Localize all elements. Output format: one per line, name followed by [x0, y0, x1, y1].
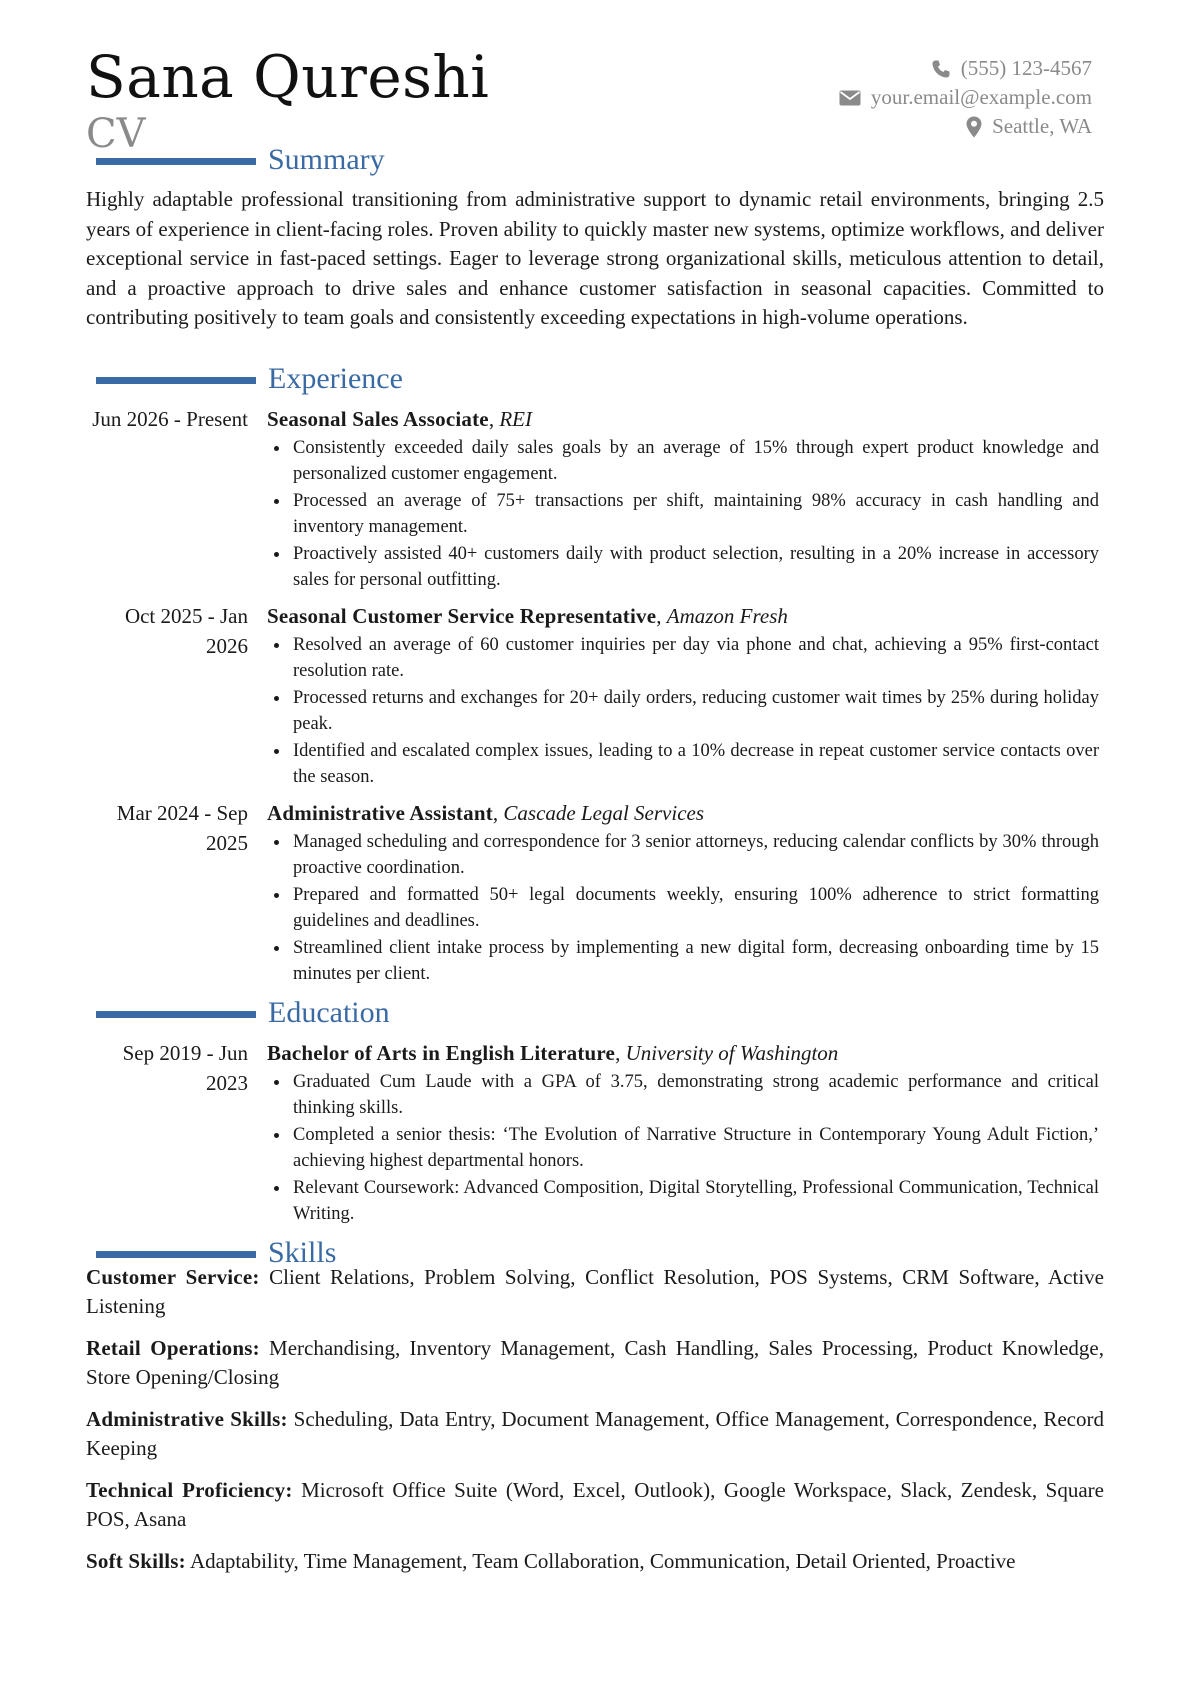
skill-row	[86, 1405, 1104, 1463]
entry-title: Bachelor of Arts in English Literature, University of Washington	[267, 1041, 839, 1065]
job-title: Seasonal Customer Service Representative	[267, 604, 657, 628]
skill-category: Technical Proficiency:	[86, 1478, 293, 1502]
experience-heading	[96, 361, 1096, 397]
bullet-item: Identified and escalated complex issues, leading to a 10% decrease in repeat customer service contacts over the season.	[267, 738, 1099, 791]
skill-row	[86, 1547, 1104, 1576]
email-address: your.email@example.com	[870, 85, 1092, 109]
job-title: Seasonal Sales Associate	[267, 407, 489, 431]
entry-body	[267, 799, 1099, 988]
entry-date: Sep 2019 - Jun 2023	[122, 1041, 248, 1095]
entry-body	[267, 602, 1099, 791]
section-title: Education	[268, 996, 390, 1029]
section-rule	[96, 1251, 256, 1258]
skills-list	[86, 1263, 1104, 1589]
skill-row	[86, 1334, 1104, 1392]
bullet-item: Managed scheduling and correspondence for 3 senior attorneys, reducing calendar conflicts by 30% through proactive coordination.	[267, 829, 1099, 882]
summary-heading	[96, 142, 1096, 178]
bullet-list	[267, 632, 1099, 791]
institution: University of Washington	[625, 1041, 839, 1065]
map-marker-icon	[966, 116, 982, 138]
bullet-item: Graduated Cum Laude with a GPA of 3.75, demonstrating strong academic performance and critical thinking skills.	[267, 1069, 1099, 1122]
bullet-list	[267, 1069, 1099, 1228]
envelope-icon	[839, 90, 861, 106]
bullet-item: Processed an average of 75+ transactions per shift, maintaining 98% accuracy in cash handling and inventory management.	[267, 488, 1099, 541]
skill-category: Soft Skills:	[86, 1549, 186, 1573]
entry-date: Oct 2025 - Jan 2026	[124, 604, 248, 658]
section-title: Summary	[268, 143, 385, 176]
bullet-item: Relevant Coursework: Advanced Composition, Digital Storytelling, Professional Communication, Technical Writing.	[267, 1175, 1099, 1228]
skill-items: Merchandising, Inventory Management, Cash Handling, Sales Processing, Product Knowledge, Store Opening/Closing	[86, 1336, 1104, 1389]
entry-title: Administrative Assistant, Cascade Legal Services	[267, 801, 705, 825]
skill-items: Scheduling, Data Entry, Document Management, Office Management, Correspondence, Record Keeping	[86, 1407, 1104, 1460]
section-rule	[96, 1011, 256, 1018]
phone-number: (555) 123-4567	[960, 56, 1092, 80]
education-heading	[96, 995, 1096, 1031]
bullet-item: Prepared and formatted 50+ legal documents weekly, ensuring 100% adherence to strict formatting guidelines and deadlines.	[267, 882, 1099, 935]
document-subtitle: CV	[86, 111, 146, 157]
employer: Amazon Fresh	[666, 604, 788, 628]
phone-icon	[931, 59, 951, 79]
skill-items: Client Relations, Problem Solving, Conflict Resolution, POS Systems, CRM Software, Active Listening	[86, 1265, 1104, 1318]
skill-category: Administrative Skills:	[86, 1407, 288, 1431]
contact-phone[interactable]	[839, 54, 1092, 83]
employer: REI	[499, 407, 532, 431]
bullet-list	[267, 435, 1099, 594]
skill-row	[86, 1263, 1104, 1321]
location-text: Seattle, WA	[992, 114, 1092, 138]
contact-block	[839, 54, 1092, 141]
section-title: Skills	[268, 1236, 337, 1269]
entry-title: Seasonal Sales Associate, REI	[267, 407, 532, 431]
entry-date: Jun 2026 - Present	[92, 407, 248, 431]
employer: Cascade Legal Services	[503, 801, 705, 825]
skill-items: Adaptability, Time Management, Team Collaboration, Communication, Detail Oriented, Proactive	[189, 1549, 1016, 1573]
contact-email[interactable]	[839, 83, 1092, 112]
bullet-item: Processed returns and exchanges for 20+ daily orders, reducing customer wait times by 25% during holiday peak.	[267, 685, 1099, 738]
bullet-item: Proactively assisted 40+ customers daily with product selection, resulting in a 20% increase in accessory sales for personal outfitting.	[267, 541, 1099, 594]
bullet-item: Consistently exceeded daily sales goals by an average of 15% through expert product knowledge and personalized customer engagement.	[267, 435, 1099, 488]
entry-body	[267, 1039, 1099, 1228]
entry-body	[267, 405, 1099, 594]
section-rule	[96, 158, 256, 165]
candidate-name: Sana Qureshi	[86, 43, 490, 111]
bullet-item: Completed a senior thesis: ‘The Evolution of Narrative Structure in Contemporary Young Adult Fiction,’ achieving highest departmental honors.	[267, 1122, 1099, 1175]
skill-items: Microsoft Office Suite (Word, Excel, Outlook), Google Workspace, Slack, Zendesk, Square POS, Asana	[86, 1478, 1104, 1531]
skill-category: Retail Operations:	[86, 1336, 260, 1360]
entry-date: Mar 2024 - Sep 2025	[116, 801, 248, 855]
section-title: Experience	[268, 362, 403, 395]
bullet-item: Streamlined client intake process by implementing a new digital form, decreasing onboarding time by 15 minutes per client.	[267, 935, 1099, 988]
contact-location	[839, 112, 1092, 141]
bullet-item: Resolved an average of 60 customer inquiries per day via phone and chat, achieving a 95% first-contact resolution rate.	[267, 632, 1099, 685]
entry-title: Seasonal Customer Service Representative, Amazon Fresh	[267, 604, 788, 628]
skill-row	[86, 1476, 1104, 1534]
section-rule	[96, 377, 256, 384]
job-title: Administrative Assistant	[267, 801, 493, 825]
degree-title: Bachelor of Arts in English Literature	[267, 1041, 616, 1065]
bullet-list	[267, 829, 1099, 988]
skill-category: Customer Service:	[86, 1265, 260, 1289]
summary-text: Highly adaptable professional transitioning from administrative support to dynamic retail environments, bringing 2.5 years of experience in client-facing roles. Proven ability to quickly master new systems, optimize workflows, and deliver exceptional service in fast-paced settings. Eager to leverage strong organizational skills, meticulous attention to detail, and a proactive approach to drive sales and enhance customer satisfaction in seasonal capacities. Committed to contributing positively to team goals and consistently exceeding expectations in high-volume operations.	[86, 187, 1104, 329]
